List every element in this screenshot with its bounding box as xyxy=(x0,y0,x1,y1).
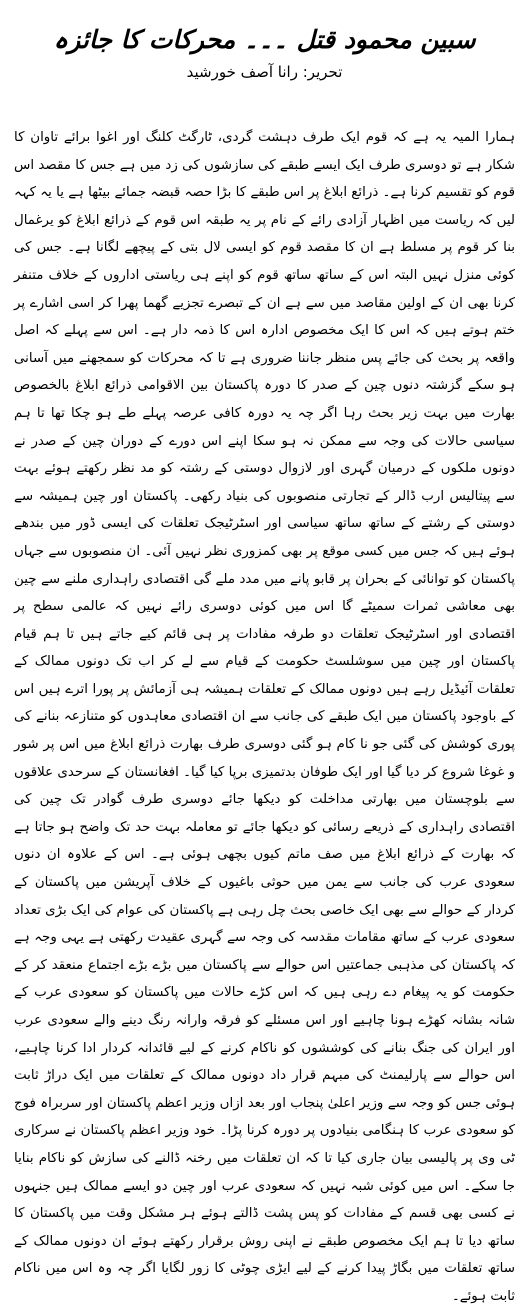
article-body: ہمارا المیہ یہ ہے کہ قوم ایک طرف دہشت گردی، ٹارگٹ کلنگ اور اغوا برائے تاوان کا شکار ہے تو دوسری طرف ایک ایسے طبقے کی سازشوں کی زد میں ہے جس کا مقصد اس قوم کو تقسیم کرنا ہے۔ ذرائع ابلاغ پر اس طبقے کا بڑا حصہ قبضہ جمائے بیٹھا ہے یا یہ کہہ لیں کہ ریاست میں اظہار آزادی رائے کے نام پر یہ طبقہ اس قوم کے ذرائع ابلاغ کو یرغمال بنا کر قوم پر مسلط ہے ان کا مقصد قوم کو ایسی لال بتی کے پیچھے لگانا ہے۔ جس کی کوئی منزل نہیں البتہ اس کے ساتھ ساتھ قوم کو اپنے ہی ریاستی اداروں کے خلاف متنفر کرنا بھی ان کے اولین مقاصد میں سے ہے ان کے تبصرے تجزیے گھما پھرا کر اسی اشارے پر ختم ہوتے ہیں کہ اس کا ایک مخصوص ادارہ اس کا ذمہ دار ہے۔ اس سے پہلے کہ اصل واقعہ پر بحث کی جائے پس منظر جاننا ضروری ہے تا کہ محرکات کو سمجھنے میں آسانی ہو سکے گزشتہ دنوں چین کے صدر کا دورہ پاکستان بین الاقوامی ذرائع ابلاغ بالخصوص بھارت میں بہت زیر بحث رہا اگر چہ یہ دورہ کافی عرصہ پہلے طے ہو چکا تھا تا ہم سیاسی حالات کی وجہ سے ممکن نہ ہو سکا اپنے اس دورے کے دوران چین کے صدر نے دونوں ملکوں کے درمیان گہری اور لازوال دوستی کے رشتہ کو مد نظر رکھتے ہوئے بہت سے پیتالیس ارب ڈالر کے تجارتی منصوبوں کی بنیاد رکھی۔ پاکستان اور چین ہمیشہ سے دوستی کے رشتے کے ساتھ ساتھ سیاسی اور اسٹرٹیجک تعلقات کی ایسی ڈور میں بندھے ہوئے ہیں کہ جس میں کسی موقع پر بھی کمزوری نظر نہیں آئی۔ ان منصوبوں سے جہاں پاکستان کو توانائی کے بحران پر قابو پانے میں مدد ملے گی اقتصادی راہداری ملنے سے چین بھی معاشی ثمرات سمیٹے گا اس میں کوئی دوسری رائے نہیں کہ عالمی سطح پر اقتصادی اور اسٹرٹیجک تعلقات دو طرفہ مفادات پر ہی قائم کیے جاتے ہیں تا ہم قیام پاکستان اور چین میں سوشلسٹ حکومت کے قیام سے لے کر اب تک دونوں ممالک کے تعلقات آئیڈیل رہے ہیں دونوں ممالک کے تعلقات ہمیشہ ہی آزمائش پر پورا اترے ہیں اس کے باوجود پاکستان میں ایک طبقے کی جانب سے ان اقتصادی معاہدوں کو متنازعہ بنانے کی پوری کوشش کی گئی جو نا کام ہو گئی دوسری طرف بھارت ذرائع ابلاغ میں اس پر شور و غوغا شروع کر دیا گیا اور ایک طوفان بدتمیزی برپا کیا گیا۔ افغانستان کے سرحدی علاقوں سے بلوچستان میں بھارتی مداخلت کو دیکھا جائے دوسری طرف گوادر تک چین کی اقتصادی راہداری کے ذریعے رسائی کو دیکھا جائے تو معاملہ بہت حد تک واضح ہو جاتا ہے کہ بھارت کے ذرائع ابلاغ میں صف ماتم کیوں بچھی ہوئی ہے۔ اس کے علاوہ ان دنوں سعودی عرب کی جانب سے یمن میں حوثی باغیوں کے خلاف آپریشن میں پاکستان کے کردار کے حوالے سے بھی ایک خاصی بحث چل رہی ہے پاکستان کی عوام کی ایک بڑی تعداد سعودی عرب کے ساتھ مقامات مقدسہ کی وجہ سے گہری عقیدت رکھتی ہے یہی وجہ ہے کہ پاکستان کی مذہبی جماعتیں اس حوالے سے پاکستان میں بڑے بڑے اجتماع منعقد کر کے حکومت کو یہ پیغام دے رہی ہیں کہ اس کڑے حالات میں پاکستان کو سعودی عرب کے شانہ بشانہ کھڑے ہونا چاہیے اور اس مسئلے کو فرقہ وارانہ رنگ دینے والے سعودی عرب اور ایران کی جنگ بنانے کی کوششوں کو ناکام کرنے کے لیے قائدانہ کردار ادا کرنا چاہیے، اس حوالے سے پارلیمنٹ کی مبہم قرار داد دونوں ممالک کے تعلقات میں ایک دراڑ ثابت ہوئی جس کو وجہ سے وزیر اعلیٰ پنجاب اور بعد ازاں وزیر اعظم پاکستان اور سربراہ فوج کو سعودی عرب کا ہنگامی بنیادوں پر دورہ کرنا پڑا۔ خود وزیر اعظم پاکستان نے سرکاری ٹی وی پر پالیسی بیان جاری کیا تا کہ ان تعلقات میں رخنہ ڈالنے کی سازش کو ناکام بنایا جا سکے۔ اس میں کوئی شبہ نہیں کہ سعودی عرب اور چین دو ایسے ممالک ہیں جنہوں نے کسی بھی قسم کے مفادات کو پس پشت ڈالتے ہوئے ہر مشکل وقت میں پاکستان کا ساتھ دیا تا ہم ایک مخصوص طبقے نے اپنی روش برقرار رکھتے ہوئے ان دونوں ممالک کے ساتھ تعلقات میں بگاڑ پیدا کرنے کے لیے ایڑی چوٹی کا زور لگایا اگر چہ وہ اس میں ناکام ثابت ہوئے۔ xyxy=(13,130,515,1304)
article-headline: سبین محمود قتل ۔۔۔ محرکات کا جائزہ xyxy=(53,25,476,54)
article-byline: تحریر: رانا آصف خورشید xyxy=(186,63,343,81)
